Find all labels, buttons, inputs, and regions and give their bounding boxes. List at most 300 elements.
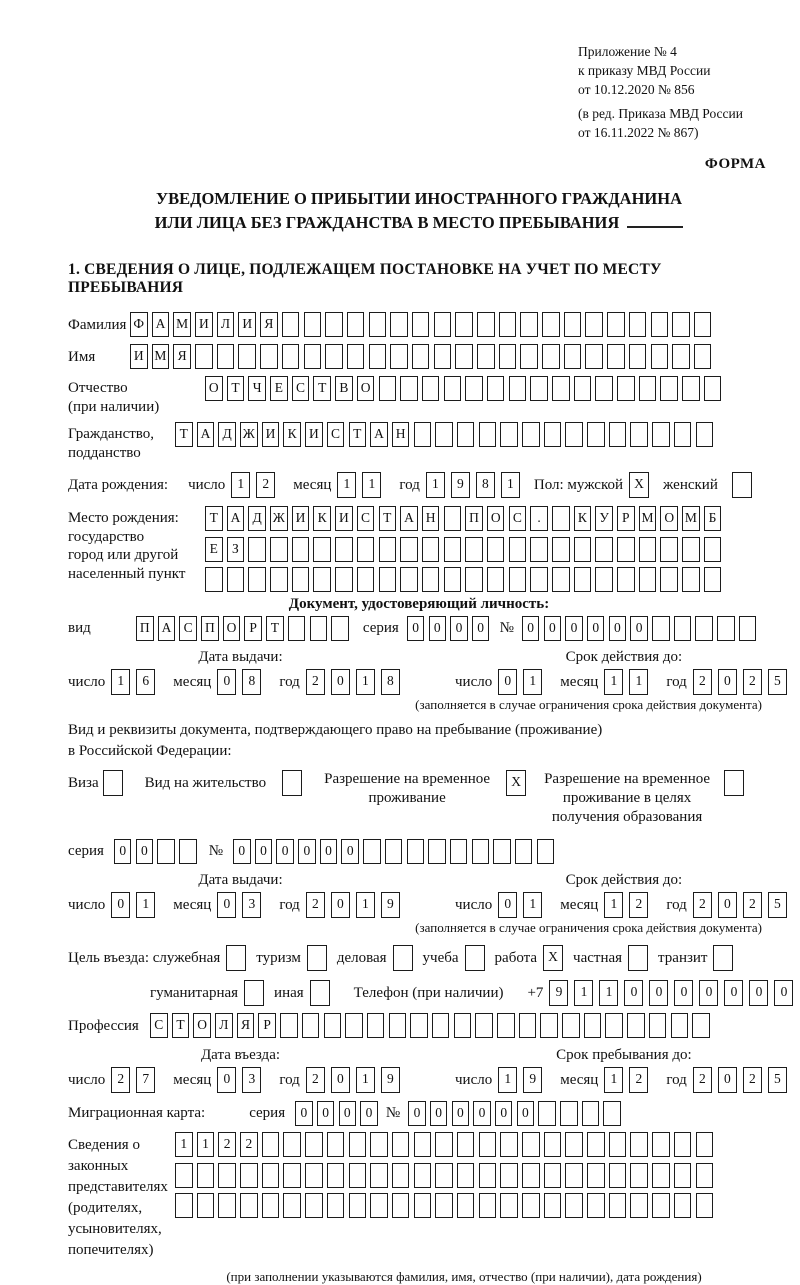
char-cell[interactable]: Т (379, 506, 397, 531)
res-valid-year-cells[interactable] (693, 892, 793, 918)
char-cell[interactable] (370, 1163, 388, 1188)
char-cell[interactable] (695, 616, 713, 641)
char-cell[interactable]: 1 (498, 1067, 517, 1093)
char-cell[interactable]: И (305, 422, 323, 447)
char-cell[interactable] (400, 376, 418, 401)
char-cell[interactable] (717, 616, 735, 641)
char-cell[interactable] (444, 567, 462, 592)
char-cell[interactable] (457, 422, 475, 447)
char-cell[interactable]: 0 (718, 669, 737, 695)
char-cell[interactable] (369, 344, 387, 369)
char-cell[interactable] (487, 537, 505, 562)
char-cell[interactable] (544, 1193, 562, 1218)
char-cell[interactable] (520, 312, 538, 337)
char-cell[interactable]: О (487, 506, 505, 531)
char-cell[interactable]: П (201, 616, 219, 641)
char-cell[interactable]: Ч (248, 376, 266, 401)
char-cell[interactable] (609, 422, 627, 447)
char-cell[interactable]: 0 (408, 1101, 426, 1126)
char-cell[interactable]: И (130, 344, 148, 369)
char-cell[interactable] (652, 422, 670, 447)
char-cell[interactable] (479, 1132, 497, 1157)
char-cell[interactable] (349, 1193, 367, 1218)
char-cell[interactable]: И (195, 312, 213, 337)
char-cell[interactable] (692, 1013, 710, 1038)
res-number-cells[interactable] (233, 839, 558, 864)
char-cell[interactable]: 2 (629, 892, 648, 918)
char-cell[interactable] (704, 567, 722, 592)
char-cell[interactable] (538, 1101, 556, 1126)
char-cell[interactable] (389, 1013, 407, 1038)
char-cell[interactable] (305, 1132, 323, 1157)
char-cell[interactable]: 0 (255, 839, 273, 864)
char-cell[interactable]: 1 (356, 1067, 375, 1093)
char-cell[interactable]: 0 (430, 1101, 448, 1126)
purpose-private-checkbox[interactable] (628, 945, 648, 971)
char-cell[interactable] (475, 1013, 493, 1038)
char-cell[interactable] (582, 1101, 600, 1126)
char-cell[interactable]: В (335, 376, 353, 401)
char-cell[interactable]: 1 (231, 472, 250, 498)
entry-month-cells[interactable] (217, 1067, 267, 1093)
char-cell[interactable] (499, 344, 517, 369)
char-cell[interactable] (390, 312, 408, 337)
char-cell[interactable]: 0 (298, 839, 316, 864)
char-cell[interactable] (262, 1163, 280, 1188)
char-cell[interactable]: 1 (523, 892, 542, 918)
char-cell[interactable] (605, 1013, 623, 1038)
char-cell[interactable] (704, 376, 722, 401)
char-cell[interactable] (347, 344, 365, 369)
char-cell[interactable] (565, 1132, 583, 1157)
char-cell[interactable] (457, 1132, 475, 1157)
char-cell[interactable] (477, 344, 495, 369)
char-cell[interactable]: 2 (743, 669, 762, 695)
char-cell[interactable] (283, 1132, 301, 1157)
char-cell[interactable]: А (158, 616, 176, 641)
stay-year-cells[interactable] (693, 1067, 793, 1093)
legal-reps-row2-cells[interactable] (175, 1163, 717, 1188)
char-cell[interactable]: 0 (587, 616, 605, 641)
phone-cells[interactable] (549, 980, 799, 1006)
char-cell[interactable] (682, 537, 700, 562)
char-cell[interactable]: 0 (276, 839, 294, 864)
doc-valid-year-cells[interactable] (693, 669, 793, 695)
char-cell[interactable]: 2 (306, 1067, 325, 1093)
char-cell[interactable] (226, 945, 246, 971)
char-cell[interactable]: 3 (242, 892, 261, 918)
char-cell[interactable] (732, 472, 752, 498)
char-cell[interactable] (674, 1163, 692, 1188)
char-cell[interactable]: А (152, 312, 170, 337)
char-cell[interactable] (283, 1193, 301, 1218)
doc-type-cells[interactable] (136, 616, 353, 641)
char-cell[interactable]: 0 (320, 839, 338, 864)
char-cell[interactable] (651, 344, 669, 369)
char-cell[interactable] (325, 312, 343, 337)
char-cell[interactable]: Р (617, 506, 635, 531)
char-cell[interactable]: А (197, 422, 215, 447)
char-cell[interactable]: Ж (240, 422, 258, 447)
char-cell[interactable] (345, 1013, 363, 1038)
char-cell[interactable] (522, 422, 540, 447)
purpose-official-checkbox[interactable] (226, 945, 246, 971)
char-cell[interactable] (349, 1132, 367, 1157)
char-cell[interactable]: 0 (217, 669, 236, 695)
char-cell[interactable] (560, 1101, 578, 1126)
char-cell[interactable] (649, 1013, 667, 1038)
char-cell[interactable]: Б (704, 506, 722, 531)
char-cell[interactable] (238, 344, 256, 369)
char-cell[interactable]: 0 (774, 980, 793, 1006)
char-cell[interactable] (195, 344, 213, 369)
char-cell[interactable]: 8 (476, 472, 495, 498)
char-cell[interactable]: Д (248, 506, 266, 531)
char-cell[interactable]: 0 (649, 980, 668, 1006)
char-cell[interactable]: 2 (693, 1067, 712, 1093)
char-cell[interactable]: Т (313, 376, 331, 401)
purpose-humanitarian-checkbox[interactable] (244, 980, 264, 1006)
char-cell[interactable] (652, 1163, 670, 1188)
char-cell[interactable] (630, 1132, 648, 1157)
char-cell[interactable] (674, 422, 692, 447)
char-cell[interactable]: 0 (699, 980, 718, 1006)
char-cell[interactable]: Н (392, 422, 410, 447)
char-cell[interactable]: С (179, 616, 197, 641)
char-cell[interactable] (307, 945, 327, 971)
char-cell[interactable]: 2 (111, 1067, 130, 1093)
char-cell[interactable]: 2 (218, 1132, 236, 1157)
char-cell[interactable]: А (400, 506, 418, 531)
char-cell[interactable]: 1 (604, 1067, 623, 1093)
patronymic-cells[interactable] (205, 376, 726, 401)
char-cell[interactable] (552, 567, 570, 592)
char-cell[interactable]: 1 (356, 892, 375, 918)
char-cell[interactable] (672, 344, 690, 369)
char-cell[interactable]: 1 (197, 1132, 215, 1157)
char-cell[interactable]: И (238, 312, 256, 337)
char-cell[interactable] (305, 1193, 323, 1218)
char-cell[interactable] (327, 1132, 345, 1157)
char-cell[interactable]: 0 (495, 1101, 513, 1126)
char-cell[interactable]: Т (227, 376, 245, 401)
char-cell[interactable]: 5 (768, 892, 787, 918)
char-cell[interactable] (270, 537, 288, 562)
char-cell[interactable]: 9 (381, 892, 400, 918)
char-cell[interactable]: 0 (407, 616, 425, 641)
char-cell[interactable]: 2 (629, 1067, 648, 1093)
char-cell[interactable]: И (335, 506, 353, 531)
char-cell[interactable] (335, 537, 353, 562)
char-cell[interactable] (197, 1193, 215, 1218)
purpose-other-checkbox[interactable] (310, 980, 330, 1006)
char-cell[interactable]: 0 (544, 616, 562, 641)
char-cell[interactable] (327, 1193, 345, 1218)
char-cell[interactable] (520, 344, 538, 369)
char-cell[interactable] (544, 1163, 562, 1188)
char-cell[interactable] (282, 770, 302, 796)
char-cell[interactable] (422, 567, 440, 592)
char-cell[interactable]: 1 (337, 472, 356, 498)
char-cell[interactable]: 0 (317, 1101, 335, 1126)
char-cell[interactable]: Ф (130, 312, 148, 337)
char-cell[interactable] (479, 1163, 497, 1188)
char-cell[interactable] (552, 537, 570, 562)
char-cell[interactable] (414, 422, 432, 447)
char-cell[interactable] (660, 567, 678, 592)
char-cell[interactable] (357, 537, 375, 562)
char-cell[interactable] (227, 567, 245, 592)
char-cell[interactable] (542, 312, 560, 337)
char-cell[interactable] (652, 1193, 670, 1218)
char-cell[interactable] (292, 567, 310, 592)
char-cell[interactable]: 0 (136, 839, 154, 864)
char-cell[interactable] (609, 1132, 627, 1157)
char-cell[interactable]: 9 (549, 980, 568, 1006)
char-cell[interactable] (515, 839, 533, 864)
char-cell[interactable] (694, 344, 712, 369)
char-cell[interactable] (392, 1132, 410, 1157)
char-cell[interactable]: 2 (693, 669, 712, 695)
res-issue-year-cells[interactable] (306, 892, 406, 918)
char-cell[interactable]: 0 (718, 892, 737, 918)
char-cell[interactable]: 0 (111, 892, 130, 918)
char-cell[interactable] (696, 1163, 714, 1188)
char-cell[interactable]: 0 (565, 616, 583, 641)
char-cell[interactable]: 0 (450, 616, 468, 641)
surname-cells[interactable] (130, 312, 716, 337)
purpose-transit-checkbox[interactable] (713, 945, 733, 971)
char-cell[interactable] (369, 312, 387, 337)
char-cell[interactable] (414, 1132, 432, 1157)
char-cell[interactable]: 1 (629, 669, 648, 695)
doc-issue-month-cells[interactable] (217, 669, 267, 695)
char-cell[interactable] (465, 945, 485, 971)
char-cell[interactable]: 1 (604, 669, 623, 695)
char-cell[interactable] (248, 567, 266, 592)
char-cell[interactable] (313, 537, 331, 562)
residence-permit-checkbox[interactable] (282, 770, 302, 796)
char-cell[interactable]: Л (215, 1013, 233, 1038)
char-cell[interactable]: 9 (381, 1067, 400, 1093)
name-cells[interactable] (130, 344, 716, 369)
char-cell[interactable]: О (193, 1013, 211, 1038)
char-cell[interactable]: 0 (331, 1067, 350, 1093)
char-cell[interactable] (428, 839, 446, 864)
doc-valid-month-cells[interactable] (604, 669, 654, 695)
char-cell[interactable]: 1 (574, 980, 593, 1006)
char-cell[interactable] (674, 1132, 692, 1157)
char-cell[interactable] (477, 312, 495, 337)
mig-number-cells[interactable] (408, 1101, 625, 1126)
char-cell[interactable] (519, 1013, 537, 1038)
char-cell[interactable] (450, 839, 468, 864)
char-cell[interactable] (696, 422, 714, 447)
char-cell[interactable]: 9 (523, 1067, 542, 1093)
char-cell[interactable] (412, 312, 430, 337)
char-cell[interactable] (530, 567, 548, 592)
char-cell[interactable] (500, 1132, 518, 1157)
char-cell[interactable]: Р (258, 1013, 276, 1038)
char-cell[interactable] (544, 422, 562, 447)
char-cell[interactable]: 1 (599, 980, 618, 1006)
char-cell[interactable] (587, 1132, 605, 1157)
char-cell[interactable] (282, 344, 300, 369)
birth-place-row2-cells[interactable] (205, 537, 726, 562)
stay-month-cells[interactable] (604, 1067, 654, 1093)
char-cell[interactable] (537, 839, 555, 864)
char-cell[interactable]: 2 (743, 892, 762, 918)
char-cell[interactable]: 0 (360, 1101, 378, 1126)
char-cell[interactable]: 0 (624, 980, 643, 1006)
char-cell[interactable] (660, 537, 678, 562)
char-cell[interactable]: . (530, 506, 548, 531)
char-cell[interactable]: 8 (242, 669, 261, 695)
doc-number-cells[interactable] (522, 616, 761, 641)
char-cell[interactable] (390, 344, 408, 369)
char-cell[interactable] (410, 1013, 428, 1038)
char-cell[interactable]: П (136, 616, 154, 641)
char-cell[interactable] (540, 1013, 558, 1038)
char-cell[interactable]: Н (422, 506, 440, 531)
char-cell[interactable]: 0 (609, 616, 627, 641)
char-cell[interactable] (175, 1163, 193, 1188)
char-cell[interactable]: 0 (473, 1101, 491, 1126)
char-cell[interactable] (674, 1193, 692, 1218)
char-cell[interactable] (248, 537, 266, 562)
entry-day-cells[interactable] (111, 1067, 161, 1093)
char-cell[interactable] (283, 1163, 301, 1188)
char-cell[interactable] (392, 1193, 410, 1218)
char-cell[interactable]: 8 (381, 669, 400, 695)
res-valid-day-cells[interactable] (498, 892, 548, 918)
char-cell[interactable] (500, 1163, 518, 1188)
char-cell[interactable]: 7 (136, 1067, 155, 1093)
char-cell[interactable] (522, 1132, 540, 1157)
char-cell[interactable] (639, 567, 657, 592)
char-cell[interactable] (335, 567, 353, 592)
char-cell[interactable] (325, 344, 343, 369)
char-cell[interactable] (724, 770, 744, 796)
char-cell[interactable]: 2 (306, 892, 325, 918)
char-cell[interactable] (347, 312, 365, 337)
char-cell[interactable] (472, 839, 490, 864)
char-cell[interactable]: Я (260, 312, 278, 337)
char-cell[interactable] (407, 839, 425, 864)
char-cell[interactable]: М (173, 312, 191, 337)
char-cell[interactable] (435, 1132, 453, 1157)
char-cell[interactable] (379, 567, 397, 592)
char-cell[interactable] (217, 344, 235, 369)
char-cell[interactable] (422, 376, 440, 401)
char-cell[interactable]: 0 (217, 1067, 236, 1093)
char-cell[interactable] (522, 1163, 540, 1188)
char-cell[interactable] (444, 537, 462, 562)
char-cell[interactable] (392, 1163, 410, 1188)
char-cell[interactable] (499, 312, 517, 337)
purpose-tourism-checkbox[interactable] (307, 945, 327, 971)
char-cell[interactable]: М (682, 506, 700, 531)
char-cell[interactable]: Т (266, 616, 284, 641)
char-cell[interactable] (530, 537, 548, 562)
legal-reps-row3-cells[interactable] (175, 1193, 717, 1218)
char-cell[interactable] (713, 945, 733, 971)
char-cell[interactable]: 5 (768, 1067, 787, 1093)
char-cell[interactable] (671, 1013, 689, 1038)
char-cell[interactable] (682, 376, 700, 401)
char-cell[interactable]: Е (270, 376, 288, 401)
doc-valid-day-cells[interactable] (498, 669, 548, 695)
char-cell[interactable]: 2 (256, 472, 275, 498)
char-cell[interactable] (500, 422, 518, 447)
char-cell[interactable] (434, 344, 452, 369)
char-cell[interactable] (627, 1013, 645, 1038)
doc-issue-day-cells[interactable] (111, 669, 161, 695)
char-cell[interactable] (696, 1193, 714, 1218)
char-cell[interactable] (609, 1193, 627, 1218)
char-cell[interactable]: 0 (452, 1101, 470, 1126)
char-cell[interactable] (509, 567, 527, 592)
char-cell[interactable] (603, 1101, 621, 1126)
char-cell[interactable] (400, 537, 418, 562)
char-cell[interactable] (544, 1132, 562, 1157)
char-cell[interactable]: О (223, 616, 241, 641)
char-cell[interactable] (393, 945, 413, 971)
char-cell[interactable]: Ж (270, 506, 288, 531)
char-cell[interactable] (454, 1013, 472, 1038)
char-cell[interactable] (595, 376, 613, 401)
char-cell[interactable] (479, 422, 497, 447)
char-cell[interactable] (682, 567, 700, 592)
char-cell[interactable]: X (629, 472, 649, 498)
char-cell[interactable]: 0 (724, 980, 743, 1006)
char-cell[interactable] (313, 567, 331, 592)
char-cell[interactable] (672, 312, 690, 337)
char-cell[interactable] (331, 616, 349, 641)
char-cell[interactable]: 1 (175, 1132, 193, 1157)
char-cell[interactable]: 0 (233, 839, 251, 864)
char-cell[interactable]: 0 (517, 1101, 535, 1126)
char-cell[interactable] (197, 1163, 215, 1188)
res-issue-day-cells[interactable] (111, 892, 161, 918)
char-cell[interactable]: П (465, 506, 483, 531)
char-cell[interactable] (629, 312, 647, 337)
char-cell[interactable] (696, 1132, 714, 1157)
char-cell[interactable]: С (327, 422, 345, 447)
char-cell[interactable] (218, 1163, 236, 1188)
char-cell[interactable]: 1 (356, 669, 375, 695)
purpose-study-checkbox[interactable] (465, 945, 485, 971)
char-cell[interactable]: 0 (331, 669, 350, 695)
char-cell[interactable]: Я (237, 1013, 255, 1038)
char-cell[interactable]: З (227, 537, 245, 562)
char-cell[interactable] (607, 344, 625, 369)
char-cell[interactable] (175, 1193, 193, 1218)
char-cell[interactable] (694, 312, 712, 337)
char-cell[interactable] (103, 770, 123, 796)
doc-issue-year-cells[interactable] (306, 669, 406, 695)
stay-day-cells[interactable] (498, 1067, 548, 1093)
char-cell[interactable] (630, 422, 648, 447)
char-cell[interactable] (457, 1163, 475, 1188)
char-cell[interactable]: И (262, 422, 280, 447)
char-cell[interactable] (564, 344, 582, 369)
char-cell[interactable] (435, 1163, 453, 1188)
char-cell[interactable]: Т (205, 506, 223, 531)
birth-place-row3-cells[interactable] (205, 567, 726, 592)
char-cell[interactable]: X (506, 770, 526, 796)
char-cell[interactable] (479, 1193, 497, 1218)
